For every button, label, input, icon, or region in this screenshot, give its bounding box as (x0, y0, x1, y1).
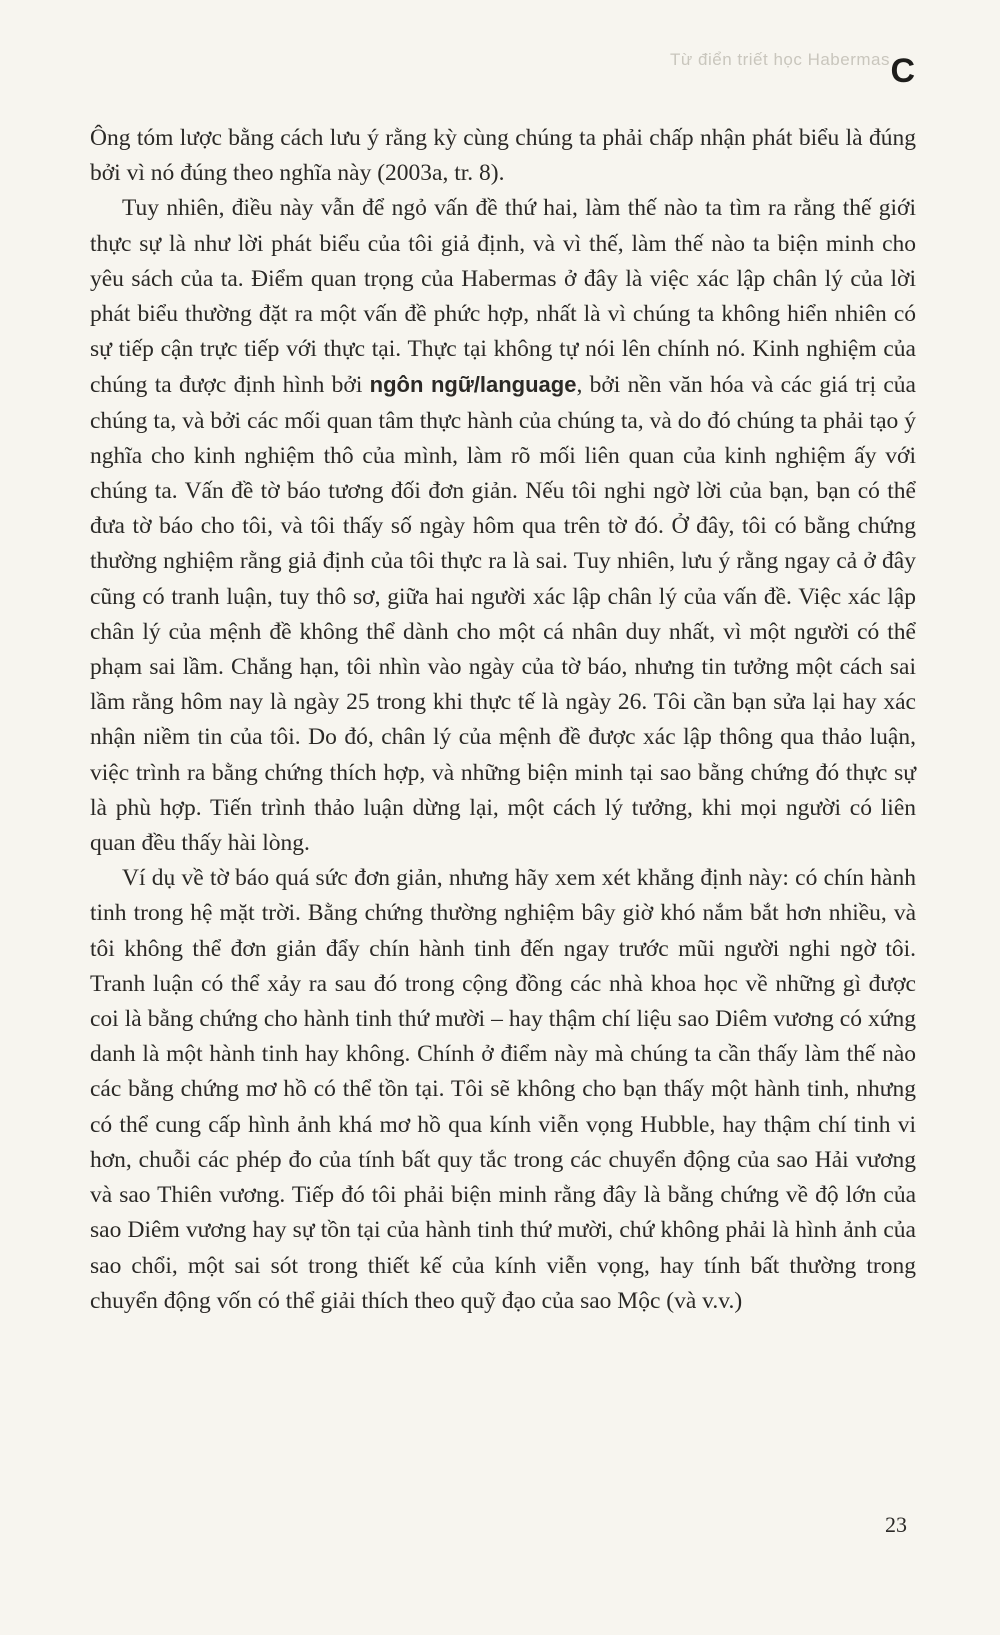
paragraph-3: Ví dụ về tờ báo quá sức đơn giản, nhưng hãy xem xét khẳng định này: có chín hành tinh trong hệ mặt trời. Bằng chứng thường nghiệm bây giờ khó nắm bắt hơn nhiều, và tôi không thể đơn giản đẩy chín hành tinh đến ngay trước mũi người nghi ngờ tôi. Tranh luận có thể xảy ra sau đó trong cộng đồng các nhà khoa học về những gì được coi là bằng chứng cho hành tinh thứ mười – hay thậm chí liệu sao Diêm vương có xứng danh là một hành tinh hay không. Chính ở điểm này mà chúng ta cần thấy làm thế nào các bằng chứng mơ hồ có thể tồn tại. Tôi sẽ không cho bạn thấy một hành tinh, nhưng có thể cung cấp hình ảnh khá mơ hồ qua kính viễn vọng Hubble, hay thậm chí tinh vi hơn, chuỗi các phép đo của tính bất quy tắc trong các chuyển động của sao Hải vương và sao Thiên vương. Tiếp đó tôi phải biện minh rằng đây là bằng chứng về độ lớn của sao Diêm vương hay sự tồn tại của hành tinh thứ mười, chứ không phải là hình ảnh của sao chổi, một sai sót trong thiết kế của kính viễn vọng, hay tính bất thường trong chuyển động vốn có thể giải thích theo quỹ đạo của sao Mộc (và v.v.) (90, 865, 916, 1314)
paragraph-1: Ông tóm lược bằng cách lưu ý rằng kỳ cùng chúng ta phải chấp nhận phát biểu là đúng bởi vì nó đúng theo nghĩa này (2003a, tr. 8). (90, 125, 916, 187)
glossary-term: ngôn ngữ/language (369, 372, 577, 398)
section-letter: C (890, 52, 915, 90)
paragraph-2-text-b: , bởi nền văn hóa và các giá trị của chúng ta, và bởi các mối quan tâm thực hành của chúng ta, và do đó chúng ta phải tạo ý nghĩa cho kinh nghiệm thô của mình, làm rõ mối liên quan của kinh nghiệm ấy với chúng ta. Vấn đề tờ báo tương đối đơn giản. Nếu tôi nghi ngờ lời của bạn, bạn có thể đưa tờ báo cho tôi, và tôi thấy số ngày hôm qua trên tờ đó. Ở đây, tôi có bằng chứng thường nghiệm rằng giả định của tôi thực ra là sai. Tuy nhiên, lưu ý rằng ngay cả ở đây cũng có tranh luận, tuy thô sơ, giữa hai người xác lập chân lý của vấn đề. Việc xác lập chân lý của mệnh đề không thể dành cho một cá nhân duy nhất, vì một người có thể phạm sai lầm. Chẳng hạn, tôi nhìn vào ngày của tờ báo, nhưng tin tưởng một cách sai lầm rằng hôm nay là ngày 25 trong khi thực tế là ngày 26. Tôi cần bạn sửa lại hay xác nhận niềm tin của tôi. Do đó, chân lý của mệnh đề được xác lập thông qua thảo luận, việc trình ra bằng chứng thích hợp, và những biện minh tại sao bằng chứng đó thực sự là phù hợp. Tiến trình thảo luận dừng lại, một cách lý tưởng, khi mọi người có liên quan đều thấy hài lòng. (90, 372, 916, 857)
running-head: Từ điển triết học Habermas (670, 50, 890, 69)
paragraph-2-text-a: Tuy nhiên, điều này vẫn để ngỏ vấn đề thứ hai, làm thế nào ta tìm ra rằng thế giới thực sự là như lời phát biểu của tôi giả định, và vì thế, làm thế nào ta biện minh cho yêu sách của ta. Điểm quan trọng của Habermas ở đây là việc xác lập chân lý của lời phát biểu thường đặt ra một vấn đề phức hợp, nhất là vì chúng ta không hiển nhiên có sự tiếp cận trực tiếp với thực tại. Thực tại không tự nói lên chính nó. Kinh nghiệm của chúng ta được định hình bởi (90, 195, 916, 399)
body-text (90, 121, 916, 1319)
page-number: 23 (885, 1512, 907, 1537)
paragraph-2 (90, 191, 916, 861)
